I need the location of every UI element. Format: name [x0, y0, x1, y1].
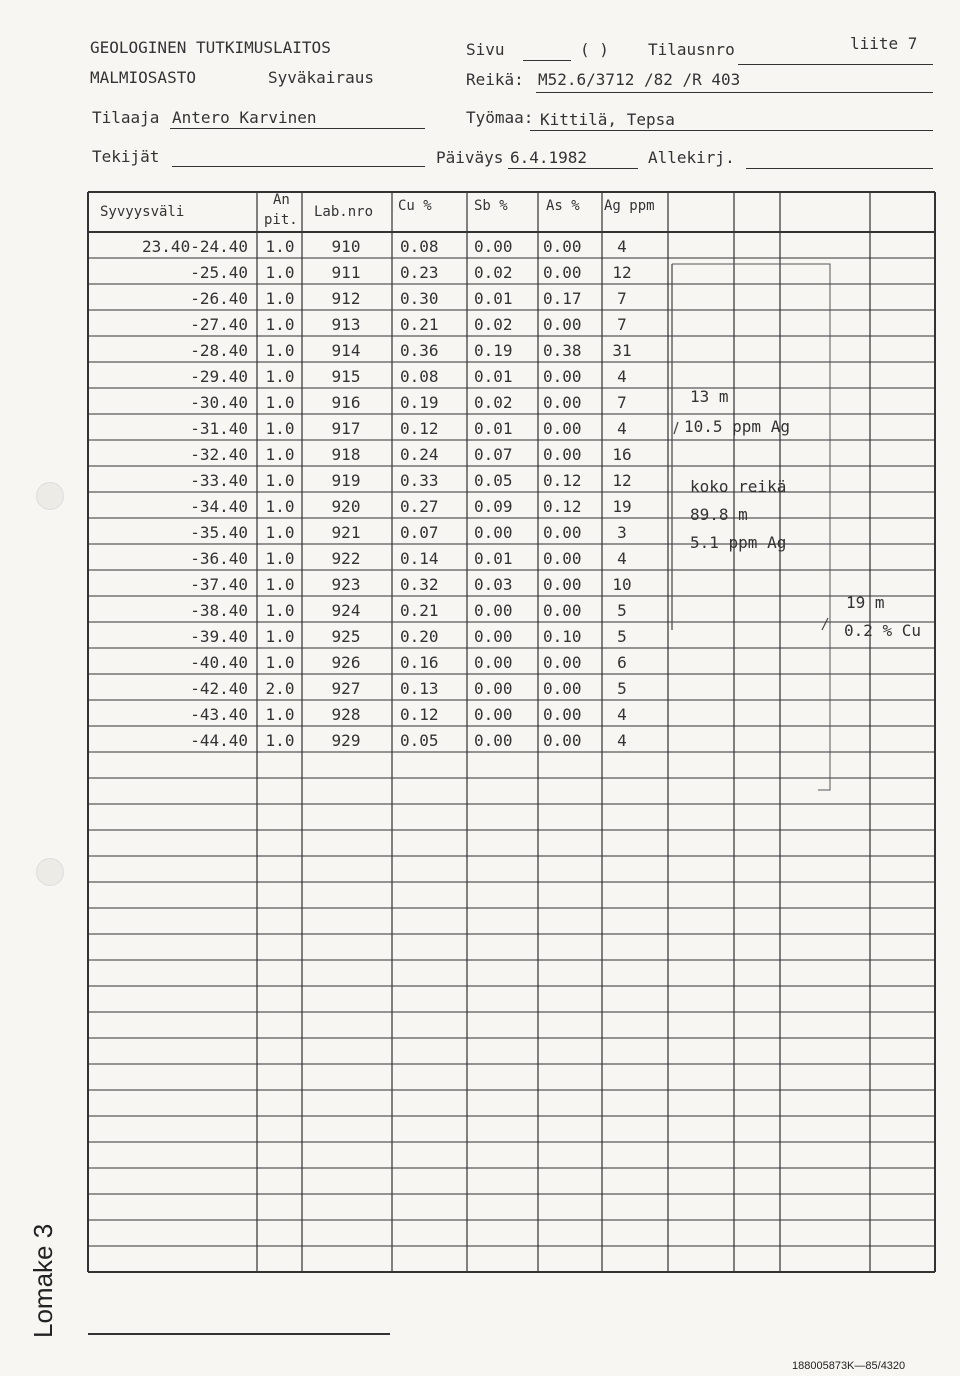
client-value: Antero Karvinen — [172, 108, 317, 127]
table-cell: -27.40 — [190, 315, 248, 334]
table-cell: 0.01 — [474, 549, 513, 568]
table-row — [190, 419, 627, 438]
table-cell: 4 — [617, 419, 627, 438]
header-ag: Ag ppm — [604, 198, 655, 214]
table-cell: 16 — [612, 445, 632, 464]
table-cell: 0.00 — [474, 237, 513, 256]
table-cell: 0.00 — [543, 653, 582, 672]
table-cell: 0.00 — [543, 679, 582, 698]
table-cell: 928 — [331, 705, 361, 724]
table-cell: 0.05 — [400, 731, 439, 750]
table-cell: 0.19 — [400, 393, 439, 412]
table-row — [190, 523, 627, 542]
table-cell: 0.08 — [400, 237, 439, 256]
table-cell: 1.0 — [265, 445, 295, 464]
table-cell: 913 — [331, 315, 361, 334]
note-koko-reika: koko reikä — [690, 477, 787, 496]
table-cell: 0.07 — [400, 523, 439, 542]
note-5-1-ppm-ag: 5.1 ppm Ag — [690, 533, 787, 552]
table-cell: 0.02 — [474, 393, 513, 412]
table-cell: 919 — [331, 471, 361, 490]
note-19m: 19 m — [846, 593, 885, 612]
form-name-vertical: Lomake 3 — [28, 1223, 58, 1338]
table-cell: -44.40 — [190, 731, 248, 750]
header-as: As % — [546, 198, 580, 214]
table-cell: 0.00 — [474, 731, 513, 750]
table-cell: 4 — [617, 367, 627, 386]
page-paren: ( ) — [580, 40, 609, 59]
table-cell: 23.40-24.40 — [142, 237, 248, 256]
table-cell: 5 — [617, 627, 627, 646]
table-cell: 1.0 — [265, 315, 295, 334]
note-89-8m: 89.8 m — [690, 505, 748, 524]
table-cell: 917 — [331, 419, 361, 438]
table-cell: 0.14 — [400, 549, 439, 568]
note-10-5-ppm-ag: 10.5 ppm Ag — [684, 417, 790, 436]
note-0-2-cu: 0.2 % Cu — [844, 621, 922, 640]
table-cell: 0.36 — [400, 341, 439, 360]
table-cell: 0.00 — [474, 601, 513, 620]
hole-value: M52.6/3712 /82 /R 403 — [538, 70, 741, 89]
appendix-label: liite 7 — [850, 34, 918, 53]
table-cell: 0.00 — [543, 523, 582, 542]
table-cell: 1.0 — [265, 523, 295, 542]
table-cell: 0.00 — [543, 367, 582, 386]
table-row — [190, 549, 627, 568]
table-cell: 0.00 — [474, 523, 513, 542]
table-cell: 0.00 — [543, 263, 582, 282]
table-row — [142, 237, 627, 256]
table-cell: 929 — [331, 731, 361, 750]
table-cell: -42.40 — [190, 679, 248, 698]
table-cell: 0.33 — [400, 471, 439, 490]
table-cell: 0.00 — [474, 705, 513, 724]
order-label: Tilausnro — [648, 40, 735, 59]
table-cell: 1.0 — [265, 341, 295, 360]
table-cells — [142, 237, 632, 750]
table-cell: 7 — [617, 289, 627, 308]
table-cell: 0.10 — [543, 627, 582, 646]
table-cell: 0.19 — [474, 341, 513, 360]
brace-mark-1 — [674, 422, 678, 434]
table-cell: 1.0 — [265, 549, 295, 568]
table-row — [190, 289, 627, 308]
table-cell: 7 — [617, 315, 627, 334]
table-cell: 0.03 — [474, 575, 513, 594]
table-cell: 0.00 — [474, 627, 513, 646]
table-cell: 2.0 — [265, 679, 295, 698]
table-cell: 0.00 — [543, 393, 582, 412]
makers-label: Tekijät — [92, 147, 160, 166]
bracket-19m — [672, 264, 830, 790]
table-cell: 1.0 — [265, 367, 295, 386]
table-row — [190, 679, 627, 698]
table-cell: 0.21 — [400, 601, 439, 620]
table-cell: 1.0 — [265, 627, 295, 646]
table-cell: 0.02 — [474, 263, 513, 282]
table-row — [190, 653, 627, 672]
table-cell: 1.0 — [265, 497, 295, 516]
table-cell: 910 — [331, 237, 361, 256]
table-cell: 1.0 — [265, 263, 295, 282]
table-row — [190, 367, 627, 386]
table-cell: 927 — [331, 679, 361, 698]
table-cell: 925 — [331, 627, 361, 646]
table-cell: 0.00 — [543, 419, 582, 438]
table-cell: -25.40 — [190, 263, 248, 282]
table-cell: 0.12 — [543, 471, 582, 490]
table-cell: 0.00 — [543, 445, 582, 464]
table-cell: 0.12 — [400, 705, 439, 724]
table-cell: 912 — [331, 289, 361, 308]
table-cell: 1.0 — [265, 471, 295, 490]
form-number: 188005873K—85/4320 — [792, 1360, 906, 1372]
table-cell: 0.00 — [543, 237, 582, 256]
table-cell: 0.09 — [474, 497, 513, 516]
table-row — [190, 705, 627, 724]
table-cell: 1.0 — [265, 393, 295, 412]
table-cell: -38.40 — [190, 601, 248, 620]
table-cell: -40.40 — [190, 653, 248, 672]
table-cell: -35.40 — [190, 523, 248, 542]
table-cell: 0.32 — [400, 575, 439, 594]
table-cell: 0.00 — [543, 549, 582, 568]
handwritten-notes — [672, 264, 921, 790]
signature-label: Allekirj. — [648, 148, 735, 167]
drilling-method: Syväkairaus — [268, 68, 374, 87]
table-cell: 0.20 — [400, 627, 439, 646]
table-cell: 0.05 — [474, 471, 513, 490]
table-cell: 923 — [331, 575, 361, 594]
table-cell: 7 — [617, 393, 627, 412]
table-cell: 0.12 — [543, 497, 582, 516]
table-cell: 4 — [617, 731, 627, 750]
table-cell: 922 — [331, 549, 361, 568]
table-cell: 1.0 — [265, 419, 295, 438]
institute-name: GEOLOGINEN TUTKIMUSLAITOS — [90, 38, 331, 57]
table-cell: -31.40 — [190, 419, 248, 438]
punch-hole-bottom — [36, 858, 64, 886]
note-13m: 13 m — [690, 387, 729, 406]
table-cell: 1.0 — [265, 653, 295, 672]
table-row — [190, 627, 627, 646]
table-cell: 1.0 — [265, 575, 295, 594]
table-cell: -32.40 — [190, 445, 248, 464]
table-cell: 1.0 — [265, 237, 295, 256]
table-cell: -29.40 — [190, 367, 248, 386]
table-cell: 1.0 — [265, 601, 295, 620]
page-label: Sivu — [466, 40, 505, 59]
table-cell: 920 — [331, 497, 361, 516]
table-cell: 0.00 — [543, 601, 582, 620]
table-cell: 0.01 — [474, 367, 513, 386]
table-cell: 0.00 — [543, 705, 582, 724]
table-cell: 31 — [612, 341, 632, 360]
table-cell: 1.0 — [265, 289, 295, 308]
client-label: Tilaaja — [92, 108, 160, 127]
table-cell: -37.40 — [190, 575, 248, 594]
table-cell: 0.16 — [400, 653, 439, 672]
table-cell: 10 — [612, 575, 632, 594]
table-cell: 1.0 — [265, 705, 295, 724]
table-cell: 914 — [331, 341, 361, 360]
brace-mark-2 — [822, 618, 828, 630]
table-cell: 0.27 — [400, 497, 439, 516]
date-value: 6.4.1982 — [510, 148, 588, 167]
table-cell: 5 — [617, 679, 627, 698]
table-cell: 0.02 — [474, 315, 513, 334]
table-cell: 926 — [331, 653, 361, 672]
table-cell: -39.40 — [190, 627, 248, 646]
table-cell: 916 — [331, 393, 361, 412]
table-cell: 924 — [331, 601, 361, 620]
table-cell: 921 — [331, 523, 361, 542]
date-label: Päiväys — [436, 148, 504, 167]
department-name: MALMIOSASTO — [90, 68, 196, 87]
table-cell: 915 — [331, 367, 361, 386]
table-cell: 0.38 — [543, 341, 582, 360]
table-cell: 0.24 — [400, 445, 439, 464]
table-cell: -26.40 — [190, 289, 248, 308]
table-cell: 12 — [612, 263, 632, 282]
bottom-signature-line — [88, 1333, 390, 1335]
table-row — [190, 731, 627, 750]
table-cell: 0.01 — [474, 289, 513, 308]
table-cell: 0.00 — [474, 679, 513, 698]
header-depth: Syvyysväli — [100, 204, 185, 220]
table-cell: -43.40 — [190, 705, 248, 724]
table-cell: 19 — [612, 497, 632, 516]
table-cell: 12 — [612, 471, 632, 490]
table-cell: 4 — [617, 705, 627, 724]
header-sb: Sb % — [474, 198, 508, 214]
table-cell: 0.00 — [543, 315, 582, 334]
table-cell: 0.12 — [400, 419, 439, 438]
table-cell: 4 — [617, 237, 627, 256]
table-cell: 1.0 — [265, 731, 295, 750]
table-row — [190, 601, 627, 620]
header-lab: Lab.nro — [314, 204, 374, 220]
table-row — [190, 315, 627, 334]
table-cell: 0.00 — [543, 731, 582, 750]
header-cu: Cu % — [398, 198, 432, 214]
header-an-bottom: pit. — [264, 212, 298, 228]
table-cell: -33.40 — [190, 471, 248, 490]
table-cell: 0.13 — [400, 679, 439, 698]
table-cell: 0.17 — [543, 289, 582, 308]
table-row — [190, 393, 627, 412]
table-cell: 5 — [617, 601, 627, 620]
table-cell: 0.21 — [400, 315, 439, 334]
table-cell: 0.07 — [474, 445, 513, 464]
table-cell: 911 — [331, 263, 361, 282]
table-cell: -36.40 — [190, 549, 248, 568]
table-cell: 918 — [331, 445, 361, 464]
table-cell: 0.08 — [400, 367, 439, 386]
table-cell: 0.30 — [400, 289, 439, 308]
table-cell: 0.01 — [474, 419, 513, 438]
table-cell: 4 — [617, 549, 627, 568]
table-headers — [100, 192, 655, 228]
punch-hole-top — [36, 482, 64, 510]
table-cell: 0.23 — [400, 263, 439, 282]
site-label: Työmaa: — [466, 108, 534, 127]
table-cell: 3 — [617, 523, 627, 542]
header-an-top: An — [273, 192, 290, 208]
table-cell: -34.40 — [190, 497, 248, 516]
table-cell: 0.00 — [474, 653, 513, 672]
table-cell: 0.00 — [543, 575, 582, 594]
hole-label: Reikä: — [466, 70, 524, 89]
table-cell: -30.40 — [190, 393, 248, 412]
table-cell: -28.40 — [190, 341, 248, 360]
table-cell: 6 — [617, 653, 627, 672]
site-value: Kittilä, Tepsa — [540, 110, 675, 129]
